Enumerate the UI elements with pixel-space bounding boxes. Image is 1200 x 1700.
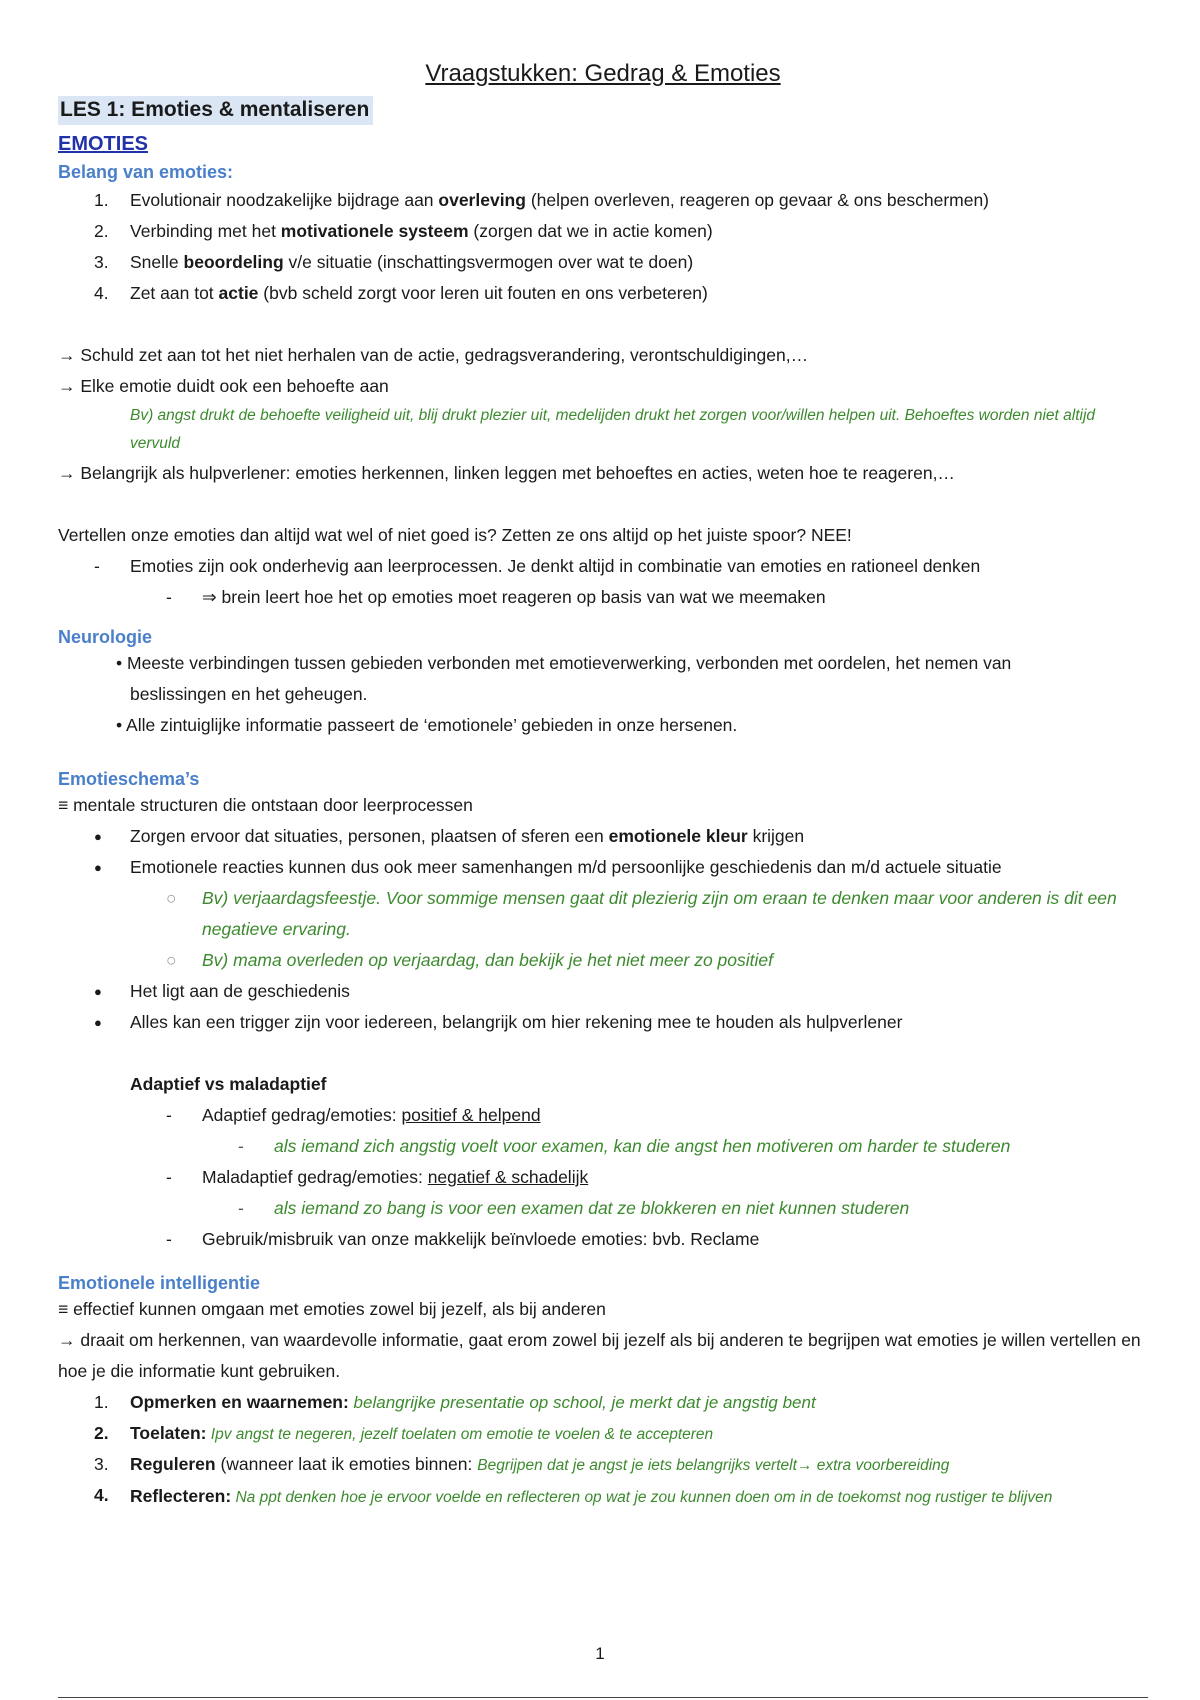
example-item: ○ Bv) mama overleden op verjaardag, dan bekijk je het niet meer zo positief <box>166 950 773 970</box>
bullet-item: ● Alles kan een trigger zijn voor iedereen, belangrijk om hier rekening mee te houden als hulpverlener <box>94 1012 903 1032</box>
document-title: Vraagstukken: Gedrag & Emoties <box>425 60 781 87</box>
section-heading-emoties: EMOTIES <box>58 133 149 155</box>
ei-definition: ≡ effectief kunnen omgaan met emoties zowel bij jezelf, als bij anderen <box>58 1299 606 1319</box>
arrow-note-hulpverlener: → Belangrijk als hulpverlener: emoties herkennen, linken leggen met behoeftes en acties, weten hoe te reageren,… <box>58 463 955 483</box>
bullet-item: ● Zorgen ervoor dat situaties, personen, plaatsen of sferen een emotionele kleur krijgen <box>94 826 805 846</box>
arrow-note-behoefte: → Elke emotie duidt ook een behoefte aan <box>58 376 389 396</box>
subheading-neurologie: Neurologie <box>58 627 153 647</box>
list-item: 3. Snelle beoordeling v/e situatie (inschattingsvermogen over wat te doen) <box>94 252 694 272</box>
subheading-belang: Belang van emoties: <box>58 162 234 182</box>
ei-list <box>58 1387 1148 1512</box>
adaptief-heading: Adaptief vs maladaptief <box>130 1074 327 1094</box>
document-page <box>58 0 1148 1512</box>
lesson-heading: LES 1: Emoties & mentaliseren <box>58 96 373 125</box>
list-item: 4. Reflecteren: Na ppt denken hoe je ervoor voelde en reflecteren op wat je zou kunnen doen om in de toekomst nog rustiger te blijven <box>94 1485 1053 1506</box>
neuro-bullet: • Alle zintuiglijke informatie passeert de ‘emotionele’ gebieden in onze hersenen. <box>116 715 738 735</box>
ei-arrow-note: → draait om herkennen, van waardevolle informatie, gaat erom zowel bij jezelf als bij anderen te begrijpen wat emoties je willen vertellen en hoe je die informatie kunt gebruiken. <box>58 1330 1141 1381</box>
spacer <box>58 489 1148 520</box>
spacer <box>58 309 1148 340</box>
dash-item: - Emoties zijn ook onderhevig aan leerprocessen. Je denkt altijd in combinatie van emoties en rationeel denken <box>94 556 981 576</box>
question-text: Vertellen onze emoties dan altijd wat wel of niet goed is? Zetten ze ons altijd op het juiste spoor? NEE! <box>58 525 852 545</box>
example-item: ○ Bv) verjaardagsfeestje. Voor sommige mensen gaat dit plezierig zijn om eraan te denken maar voor anderen is dit een negatieve ervaring. <box>166 888 1117 939</box>
bullet-item: ● Emotionele reacties kunnen dus ook meer samenhangen m/d persoonlijke geschiedenis dan m/d actuele situatie <box>94 857 1002 877</box>
footer-divider <box>58 1697 1148 1698</box>
neuro-bullet: • Meeste verbindingen tussen gebieden verbonden met emotieverwerking, verbonden met oordelen, het nemen van beslissingen en het geheugen. <box>116 653 1012 704</box>
list-item: 1. Opmerken en waarnemen: belangrijke presentatie op school, je merkt dat je angstig bent <box>94 1392 816 1412</box>
spacer <box>58 1038 1148 1069</box>
example-behoefte: Bv) angst drukt de behoefte veiligheid uit, blij drukt plezier uit, medelijden drukt het zorgen voor/willen helpen uit. Behoeftes worden niet altijd vervuld <box>130 407 1096 452</box>
list-item: 3. Reguleren (wanneer laat ik emoties binnen: Begrijpen dat je angst je iets belangrijks vertelt→ extra voorbereiding <box>94 1454 950 1474</box>
list-item: 4. Zet aan tot actie (bvb scheld zorgt voor leren uit fouten en ons verbeteren) <box>94 283 708 303</box>
example-item: - als iemand zo bang is voor een examen dat ze blokkeren en niet kunnen studeren <box>238 1198 910 1218</box>
spacer <box>58 741 1148 763</box>
schema-definition: ≡ mentale structuren die ontstaan door leerprocessen <box>58 795 473 815</box>
subheading-emotieschemas: Emotieschema’s <box>58 769 200 789</box>
belang-list <box>58 185 1148 309</box>
example-item: - als iemand zich angstig voelt voor examen, kan die angst hen motiveren om harder te studeren <box>238 1136 1011 1156</box>
bullet-item: ● Het ligt aan de geschiedenis <box>94 981 350 1001</box>
dash-subitem: - ⇒ brein leert hoe het op emoties moet reageren op basis van wat we meemaken <box>166 587 826 607</box>
list-item: 1. Evolutionair noodzakelijke bijdrage aan overleving (helpen overleven, reageren op gevaar & ons beschermen) <box>94 190 990 210</box>
arrow-note-schuld: → Schuld zet aan tot het niet herhalen van de actie, gedragsverandering, verontschuldigingen,… <box>58 345 809 365</box>
dash-item: - Adaptief gedrag/emoties: positief & helpend <box>166 1105 541 1125</box>
list-item: 2. Verbinding met het motivationele systeem (zorgen dat we in actie komen) <box>94 221 713 241</box>
dash-item: - Gebruik/misbruik van onze makkelijk beïnvloede emoties: bvb. Reclame <box>166 1229 760 1249</box>
subheading-emotionele-intelligentie: Emotionele intelligentie <box>58 1273 261 1293</box>
page-number: 1 <box>595 1644 605 1663</box>
list-item: 2. Toelaten: Ipv angst te negeren, jezelf toelaten om emotie te voelen & te accepteren <box>94 1423 714 1443</box>
dash-item: - Maladaptief gedrag/emoties: negatief & schadelijk <box>166 1167 589 1187</box>
